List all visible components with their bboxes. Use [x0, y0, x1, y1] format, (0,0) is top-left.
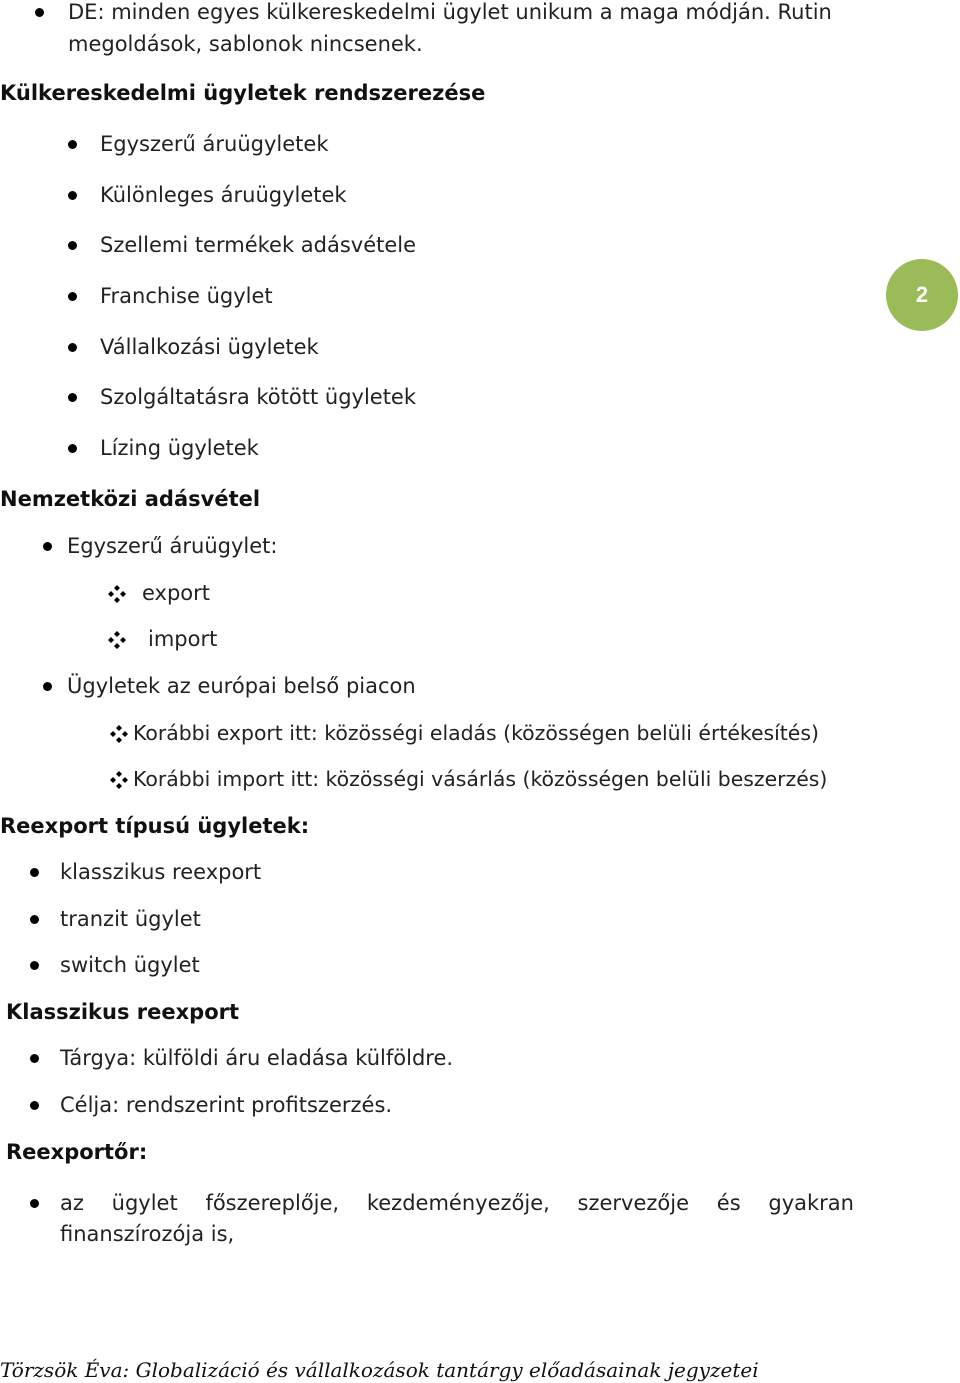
list-item-line-2: finanszírozója is, [60, 1222, 235, 1246]
list-item: Különleges áruügyletek [100, 183, 347, 207]
intro-line-2: megoldások, sablonok nincsenek. [68, 32, 423, 56]
list-item: Szellemi termékek adásvétele [100, 233, 417, 257]
bullet-icon [30, 1054, 39, 1063]
diamond-ornament-icon [108, 631, 126, 649]
section-heading-reexport-types: Reexport típusú ügyletek: [0, 814, 310, 838]
bullet-icon [68, 292, 77, 301]
section-heading-classic-reexport: Klasszikus reexport [6, 1000, 240, 1024]
list-subitem: Korábbi export itt: közösségi eladás (közösségen belüli értékesítés) [133, 721, 819, 745]
bullet-icon [35, 8, 44, 17]
bullet-icon [68, 393, 77, 402]
list-item: Lízing ügyletek [100, 436, 259, 460]
bullet-icon [68, 191, 77, 200]
bullet-icon [68, 343, 77, 352]
list-item: klasszikus reexport [60, 860, 262, 884]
list-item: Vállalkozási ügyletek [100, 335, 319, 359]
bullet-icon [30, 915, 39, 924]
bullet-icon [68, 140, 77, 149]
bullet-icon [30, 868, 39, 877]
bullet-icon [43, 542, 52, 551]
bullet-icon [68, 444, 77, 453]
page-number: 2 [915, 282, 929, 307]
bullet-icon [43, 682, 52, 691]
list-item: Egyszerű áruügyletek [100, 132, 329, 156]
list-item: Szolgáltatásra kötött ügyletek [100, 385, 417, 409]
section-heading-systematization: Külkereskedelmi ügyletek rendszerezése [0, 81, 486, 105]
list-item: Tárgya: külföldi áru eladása külföldre. [60, 1046, 454, 1070]
diamond-ornament-icon [108, 585, 126, 603]
list-item: tranzit ügylet [60, 907, 201, 931]
section-heading-reexporter: Reexportőr: [6, 1140, 148, 1164]
list-item: Egyszerű áruügylet: [67, 534, 278, 558]
bullet-icon [30, 1199, 39, 1208]
diamond-ornament-icon [110, 725, 128, 743]
list-item: switch ügylet [60, 953, 200, 977]
list-subitem: export [142, 581, 211, 605]
list-item: Franchise ügylet [100, 284, 273, 308]
diamond-ornament-icon [110, 771, 128, 789]
bullet-icon [30, 1101, 39, 1110]
list-item: Ügyletek az európai belső piacon [67, 674, 416, 698]
bullet-icon [30, 961, 39, 970]
intro-line-1: DE: minden egyes külkereskedelmi ügylet unikum a maga módján. Rutin [68, 0, 832, 24]
list-item-line-1: az ügylet főszereplője, kezdeményezője, szervezője és gyakran [60, 1191, 854, 1215]
page-footer: Törzsök Éva: Globalizáció és vállalkozások tantárgy előadásainak jegyzetei [0, 1358, 759, 1382]
section-heading-international-sale: Nemzetközi adásvétel [0, 487, 261, 511]
list-subitem: import [148, 627, 218, 651]
list-subitem: Korábbi import itt: közösségi vásárlás (közösségen belüli beszerzés) [133, 767, 828, 791]
bullet-icon [68, 241, 77, 250]
list-item: Célja: rendszerint profitszerzés. [60, 1093, 393, 1117]
page-number-badge [886, 259, 958, 331]
